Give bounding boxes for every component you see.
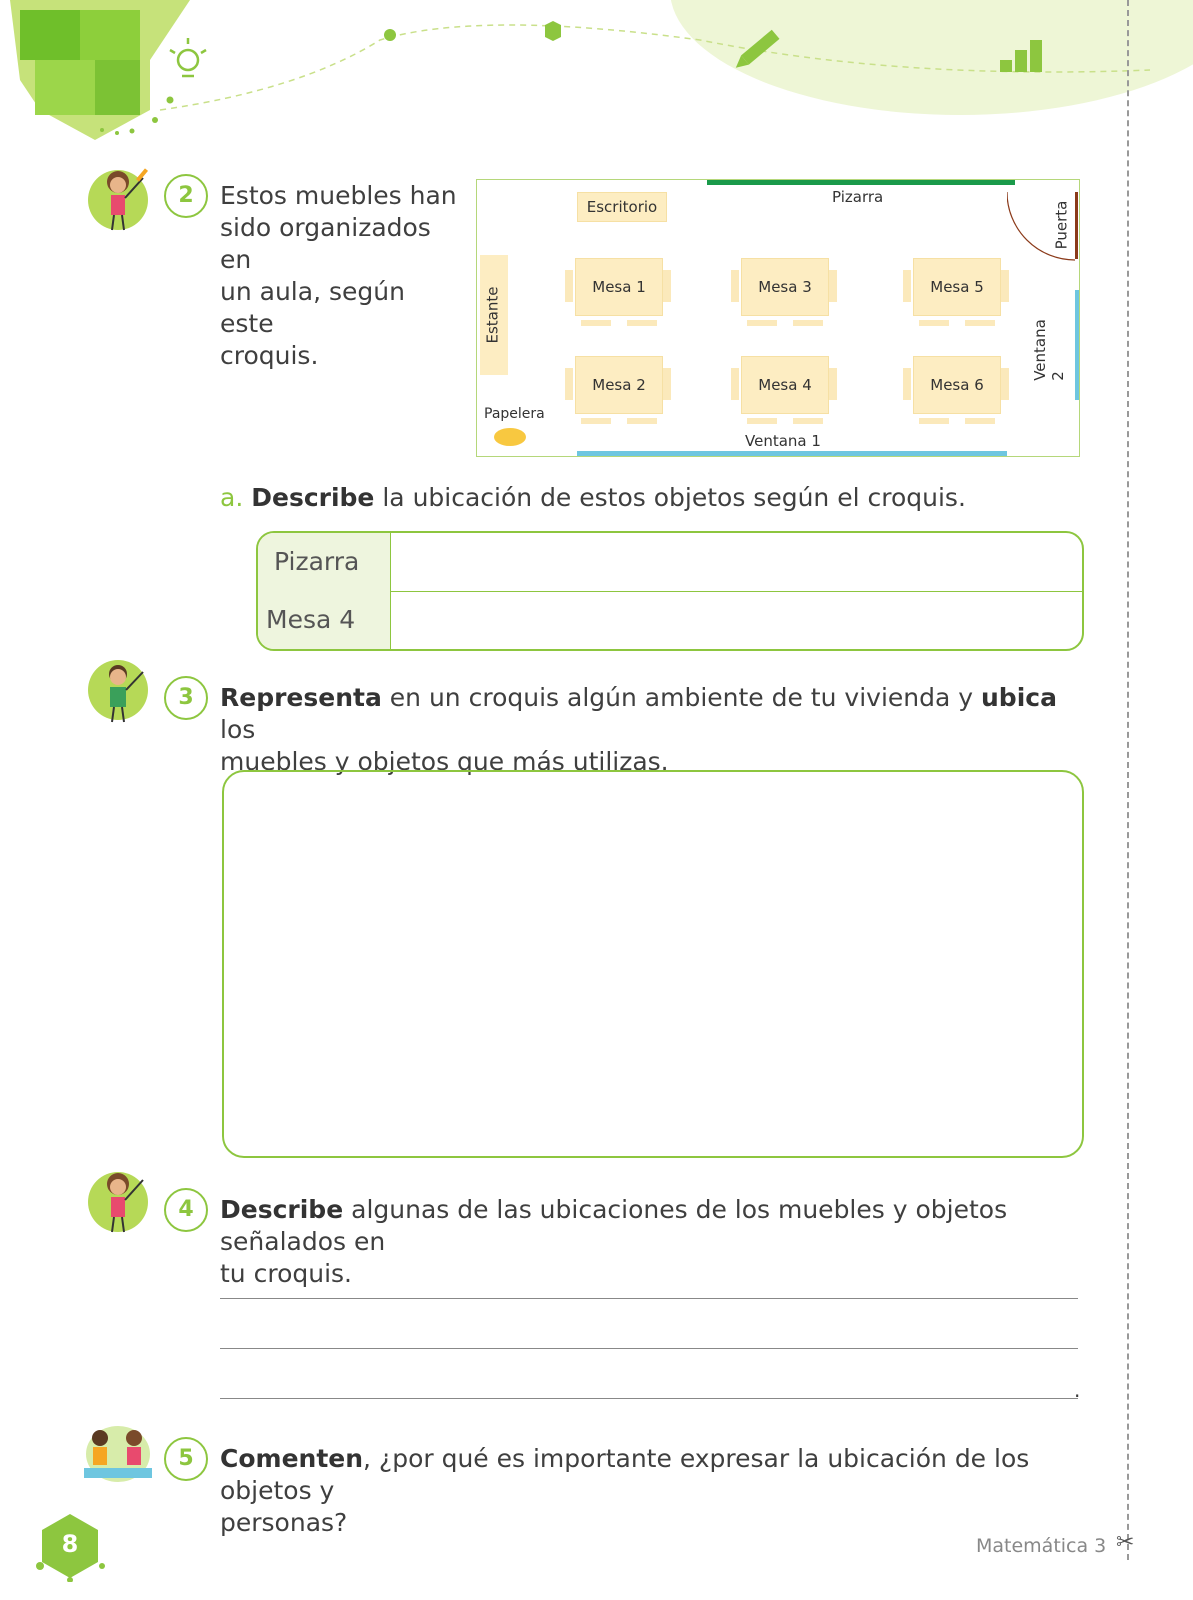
task-4-text: Describe algunas de las ubicaciones de los muebles y objetos señalados en tu croquis. (220, 1195, 1008, 1288)
window-1 (577, 451, 1007, 456)
pizarra-label: Pizarra (832, 188, 884, 206)
girl-icon-2 (88, 1162, 158, 1237)
blackboard (707, 180, 1015, 185)
answer-line-3[interactable] (220, 1398, 1078, 1399)
table-row (258, 591, 1082, 649)
task-2-text: Estos muebles han sido organizados en un aula, según este croquis. (220, 181, 457, 370)
mesa-4: Mesa 4 (741, 356, 829, 414)
task-4-number: 4 (164, 1188, 208, 1232)
answer-line-2[interactable] (220, 1348, 1078, 1349)
small-cube-icon (545, 21, 561, 41)
drawing-area[interactable] (222, 770, 1084, 1158)
answer-mesa-4[interactable] (392, 591, 1082, 649)
mesa-6: Mesa 6 (913, 356, 1001, 414)
girl-icon (88, 160, 158, 235)
lightbulb-icon (170, 38, 206, 76)
mesa-1: Mesa 1 (575, 258, 663, 316)
header-decoration (0, 0, 1193, 150)
answer-line-1[interactable] (220, 1298, 1078, 1299)
row-label-mesa-4: Mesa 4 (258, 591, 391, 649)
part-a-text: a. Describe la ubicación de estos objetos según el croquis. (220, 483, 966, 512)
ventana-1-label: Ventana 1 (745, 432, 821, 450)
puerta-label: Puerta (1052, 200, 1071, 250)
mesa-2: Mesa 2 (575, 356, 663, 414)
location-table (256, 531, 1084, 651)
trash-bin (494, 428, 526, 446)
cubes-icon (10, 0, 190, 140)
task-2-number: 2 (164, 174, 208, 218)
task-5-number: 5 (164, 1437, 208, 1481)
estante-label: Estante (483, 286, 502, 344)
two-students-reading-icon (76, 1422, 160, 1484)
task-5-text: Comenten, ¿por qué es importante expresar la ubicación de los objetos y personas? (220, 1444, 1030, 1537)
book-title: Matemática 3 (976, 1535, 1107, 1557)
classroom-plan (476, 179, 1080, 457)
page-number: 8 (61, 1530, 79, 1558)
papelera-label: Papelera (484, 406, 545, 422)
table-row (258, 533, 1082, 592)
task-3-number: 3 (164, 676, 208, 720)
teacher-desk: Escritorio (577, 192, 667, 222)
task-3-text: Representa en un croquis algún ambiente de tu vivienda y ubica los muebles y objetos que más utilizas. (220, 683, 1057, 776)
mesa-3: Mesa 3 (741, 258, 829, 316)
boy-icon (88, 652, 158, 727)
mesa-5: Mesa 5 (913, 258, 1001, 316)
ventana-2-label: Ventana 2 (1030, 319, 1067, 381)
scissors-icon: ✂ (1116, 1530, 1135, 1555)
window-2 (1075, 290, 1079, 400)
row-label-pizarra: Pizarra (258, 533, 391, 591)
cut-line (1127, 0, 1129, 1560)
end-dot: . (1074, 1378, 1081, 1402)
answer-pizarra[interactable] (392, 533, 1082, 591)
